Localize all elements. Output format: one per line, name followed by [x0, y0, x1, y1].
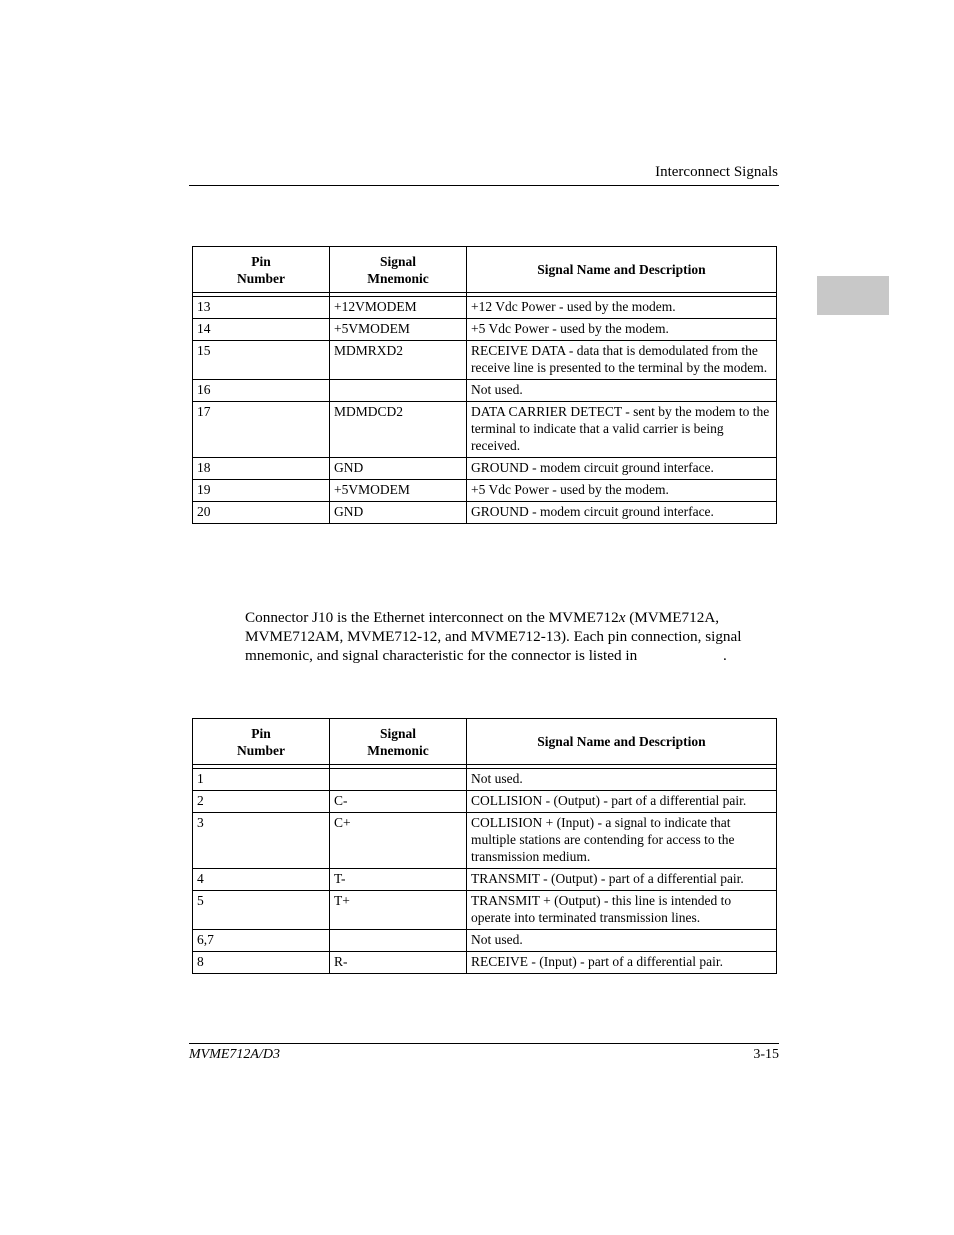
header-rule — [189, 185, 779, 186]
cell-signal-description: Not used. — [467, 769, 777, 791]
cell-signal-description: Not used. — [467, 930, 777, 952]
header-pin-number: Pin Number — [193, 247, 330, 293]
cell-signal-mnemonic: T- — [330, 869, 467, 891]
cell-pin-number: 13 — [193, 297, 330, 319]
table-row — [193, 930, 777, 952]
paragraph-text-1: Connector J10 is the Ethernet interconnect on the MVME712 — [245, 609, 619, 626]
header-signal-mnemonic: Signal Mnemonic — [330, 247, 467, 293]
cell-pin-number: 19 — [193, 480, 330, 502]
cell-signal-mnemonic — [330, 380, 467, 402]
cell-signal-mnemonic: C- — [330, 791, 467, 813]
cell-signal-mnemonic: +5VMODEM — [330, 319, 467, 341]
table-header-row — [193, 719, 777, 765]
cell-signal-mnemonic: +12VMODEM — [330, 297, 467, 319]
cell-signal-description: GROUND - modem circuit ground interface. — [467, 458, 777, 480]
cell-pin-number: 6,7 — [193, 930, 330, 952]
table-row — [193, 791, 777, 813]
table-row — [193, 380, 777, 402]
table-row — [193, 297, 777, 319]
cell-signal-mnemonic: GND — [330, 502, 467, 524]
cell-pin-number: 17 — [193, 402, 330, 458]
cell-signal-description: Not used. — [467, 380, 777, 402]
cell-pin-number: 4 — [193, 869, 330, 891]
cell-signal-mnemonic: MDMDCD2 — [330, 402, 467, 458]
cell-signal-description: +5 Vdc Power - used by the modem. — [467, 480, 777, 502]
cell-signal-description: RECEIVE - (Input) - part of a differential pair. — [467, 952, 777, 974]
cell-pin-number: 2 — [193, 791, 330, 813]
cell-signal-mnemonic: GND — [330, 458, 467, 480]
paragraph-text-2: (MVME712A, MVME712AM, MVME712-12, and MVME712-13). Each pin connection, signal mnemonic, and signal characteristic for the connector is listed in — [245, 609, 742, 664]
paragraph-end: . — [723, 647, 727, 664]
header-signal-description: Signal Name and Description — [467, 719, 777, 765]
header-pin-number: Pin Number — [193, 719, 330, 765]
cell-signal-mnemonic: R- — [330, 952, 467, 974]
cell-signal-mnemonic — [330, 769, 467, 791]
table-row — [193, 341, 777, 380]
table-row — [193, 813, 777, 869]
chapter-thumb-tab — [817, 276, 889, 315]
table-row — [193, 891, 777, 930]
cell-signal-description: TRANSMIT + (Output) - this line is intended to operate into terminated transmission lines. — [467, 891, 777, 930]
cell-pin-number: 5 — [193, 891, 330, 930]
paragraph-italic-x: x — [618, 609, 626, 626]
cell-signal-mnemonic: MDMRXD2 — [330, 341, 467, 380]
cell-signal-mnemonic — [330, 930, 467, 952]
table-row — [193, 319, 777, 341]
footer-page-number: 3-15 — [753, 1047, 779, 1062]
cell-signal-mnemonic: C+ — [330, 813, 467, 869]
table-row — [193, 952, 777, 974]
header-signal-mnemonic: Signal Mnemonic — [330, 719, 467, 765]
footer-rule — [189, 1043, 779, 1044]
cell-pin-number: 14 — [193, 319, 330, 341]
cell-pin-number: 15 — [193, 341, 330, 380]
cell-pin-number: 16 — [193, 380, 330, 402]
table-row — [193, 869, 777, 891]
cell-signal-mnemonic: T+ — [330, 891, 467, 930]
j10-description-paragraph — [245, 608, 780, 665]
cell-signal-description: TRANSMIT - (Output) - part of a differential pair. — [467, 869, 777, 891]
ethernet-pin-table — [192, 718, 777, 974]
cell-pin-number: 18 — [193, 458, 330, 480]
cell-pin-number: 8 — [193, 952, 330, 974]
table-row — [193, 458, 777, 480]
footer-doc-id: MVME712A/D3 — [189, 1047, 280, 1062]
cell-pin-number: 1 — [193, 769, 330, 791]
header-signal-description: Signal Name and Description — [467, 247, 777, 293]
table-row — [193, 769, 777, 791]
cell-signal-description: GROUND - modem circuit ground interface. — [467, 502, 777, 524]
cell-pin-number: 3 — [193, 813, 330, 869]
cell-signal-description: +5 Vdc Power - used by the modem. — [467, 319, 777, 341]
cell-signal-description: COLLISION - (Output) - part of a differential pair. — [467, 791, 777, 813]
cell-signal-description: +12 Vdc Power - used by the modem. — [467, 297, 777, 319]
cell-signal-description: COLLISION + (Input) - a signal to indicate that multiple stations are contending for access to the transmission medium. — [467, 813, 777, 869]
cell-pin-number: 20 — [193, 502, 330, 524]
running-head-title: Interconnect Signals — [655, 164, 778, 180]
cell-signal-description: DATA CARRIER DETECT - sent by the modem to the terminal to indicate that a valid carrier is being received. — [467, 402, 777, 458]
cell-signal-description: RECEIVE DATA - data that is demodulated from the receive line is presented to the terminal by the modem. — [467, 341, 777, 380]
modem-pin-table — [192, 246, 777, 524]
table-row — [193, 480, 777, 502]
table-header-row — [193, 247, 777, 293]
table-row — [193, 502, 777, 524]
cell-signal-mnemonic: +5VMODEM — [330, 480, 467, 502]
table-row — [193, 402, 777, 458]
